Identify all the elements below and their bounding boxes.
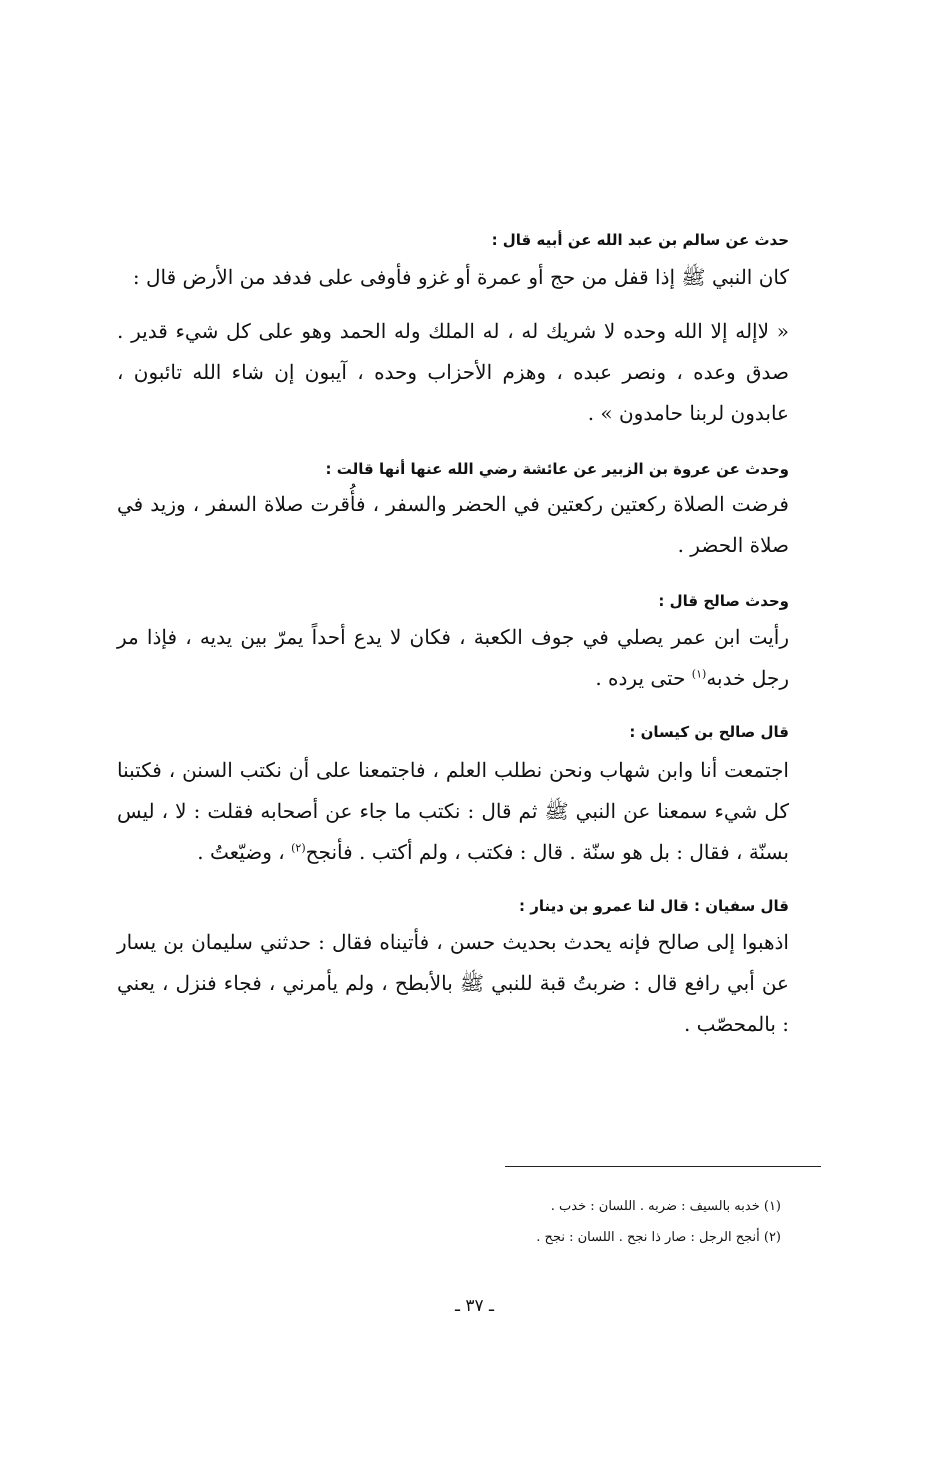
section-body-3	[117, 617, 789, 699]
section-quote-1: « لاإله إلا الله وحده لا شريك له ، له الملك وله الحمد وهو على كل شيء قدير . صدق وعده ، ونصر عبده ، وهزم الأحزاب وحده ، آيبون إن شاء الله تائبون ، عابدون لربنا حامدون » .	[117, 319, 789, 425]
footnote-2: (٢) أنجح الرجل : صار ذا نجح . اللسان : نجح .	[536, 1230, 781, 1245]
section-body-5: اذهبوا إلى صالح فإنه يحدث بحديث حسن ، فأتيناه فقال : حدثني سليمان بن يسار عن أبي رافع قال : ضربتُ قبة للنبي ﷺ بالأبطح ، ولم يأمرني ، فجاء فنزل ، يعني : بالمحصّب .	[117, 930, 789, 1036]
footnote-separator	[505, 1166, 821, 1167]
section-heading-3: وحدث صالح قال :	[658, 592, 789, 610]
section-body-4-text: اجتمعت أنا وابن شهاب ونحن نطلب العلم ، فاجتمعنا على أن نكتب السنن ، فكتبنا كل شيء سمعنا عن النبي ﷺ ثم قال : نكتب ما جاء عن أصحابه فقلت : لا ، ليس بسنّة ، فقال : بل هو سنّة . قال : فكتب ، ولم أكتب . فأنجح	[117, 758, 789, 864]
footnote-ref-2: (٢)	[291, 841, 306, 855]
section-body-4-tail: ، وضيّعتُ .	[197, 840, 292, 864]
page-number: ـ ٣٧ ـ	[454, 1296, 495, 1316]
section-heading-2: وحدث عن عروة بن الزبير عن عائشة رضي الله عنها أنها قالت :	[325, 460, 789, 478]
section-heading-1: حدث عن سالم بن عبد الله عن أبيه قال :	[491, 231, 789, 249]
section-body-4	[117, 750, 789, 873]
section-heading-4: قال صالح بن كيسان :	[629, 723, 789, 741]
footnote-1: (١) خدبه بالسيف : ضربه . اللسان : خدب .	[550, 1199, 781, 1214]
section-body-3-text: رأيت ابن عمر يصلي في جوف الكعبة ، فكان لا يدع أحداً يمرّ بين يديه ، فإذا مر رجل خدبه	[117, 625, 789, 690]
footnote-ref-1: (١)	[691, 667, 707, 681]
section-body-1: كان النبي ﷺ إذا قفل من حج أو عمرة أو غزو فأوفى على فدفد من الأرض قال :	[132, 265, 789, 289]
section-body-3-tail: حتى يرده .	[595, 666, 692, 690]
section-heading-5: قال سفيان : قال لنا عمرو بن دينار :	[518, 897, 789, 915]
section-body-2: فرضت الصلاة ركعتين ركعتين في الحضر والسفر ، فأُقرت صلاة السفر ، وزيد في صلاة الحضر .	[117, 492, 789, 557]
